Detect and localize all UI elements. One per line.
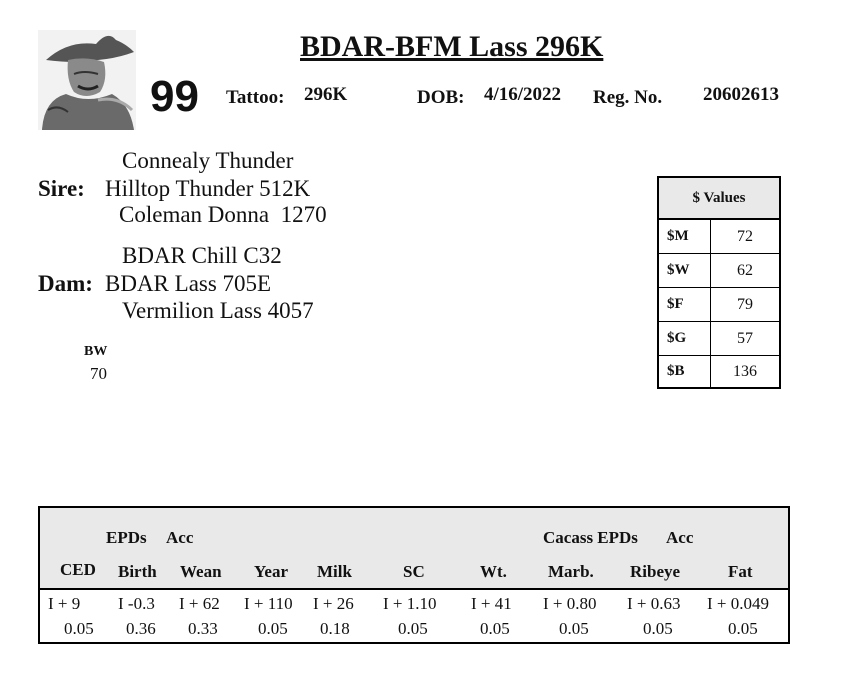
acc-value: 0.05 (258, 619, 288, 638)
col-header: Wean (180, 562, 222, 581)
acc-value: 0.05 (64, 619, 94, 638)
col-header: SC (403, 562, 425, 581)
col-header: CED (60, 560, 96, 579)
dollar-key: $G (659, 322, 711, 355)
epd-acc-label: Acc (166, 528, 194, 547)
epd-value: I + 26 (313, 594, 354, 613)
sire-label: Sire: (38, 176, 85, 201)
animal-name: BDAR-BFM Lass 296K (300, 30, 604, 63)
dam-name: BDAR Lass 705E (105, 271, 272, 296)
table-row (659, 322, 779, 356)
dollar-key: $M (659, 220, 711, 253)
sire-name: Hilltop Thunder 512K (105, 176, 311, 201)
table-row (659, 356, 779, 387)
dollar-key: $F (659, 288, 711, 321)
reg-label: Reg. No. (593, 87, 663, 108)
dam-dam: Vermilion Lass 4057 (122, 298, 314, 323)
acc-value: 0.05 (398, 619, 428, 638)
table-row (659, 254, 779, 288)
dollar-value: 72 (737, 227, 753, 245)
acc-value: 0.05 (728, 619, 758, 638)
col-header: Birth (118, 562, 157, 581)
col-header: Year (254, 562, 288, 581)
sire-dam: Coleman Donna 1270 (119, 202, 327, 227)
epd-value: I + 0.049 (707, 594, 769, 613)
acc-value: 0.05 (480, 619, 510, 638)
bw-value: 70 (90, 364, 107, 383)
epd-group-label: EPDs (106, 528, 147, 547)
dollar-key: $B (659, 356, 711, 387)
tattoo-label: Tattoo: (226, 87, 285, 108)
dollar-value: 57 (737, 329, 753, 347)
acc-value: 0.36 (126, 619, 156, 638)
col-header: Wt. (480, 562, 507, 581)
dam-sire: BDAR Chill C32 (122, 243, 282, 268)
dollar-values-table (657, 176, 781, 389)
cowboy-logo-image (38, 30, 136, 130)
acc-value: 0.33 (188, 619, 218, 638)
epd-table (38, 506, 790, 644)
dollar-value: 79 (737, 295, 753, 313)
acc-value: 0.05 (559, 619, 589, 638)
dob-label: DOB: (417, 87, 465, 108)
acc-value: 0.05 (643, 619, 673, 638)
epd-value: I -0.3 (118, 594, 155, 613)
epd-value: I + 62 (179, 594, 220, 613)
table-row (659, 288, 779, 322)
col-header: Marb. (548, 562, 594, 581)
dollar-values-title: $ Values (659, 178, 779, 220)
dollar-value: 136 (733, 362, 757, 380)
dam-label: Dam: (38, 271, 93, 296)
dollar-value: 62 (737, 261, 753, 279)
epd-value: I + 0.63 (627, 594, 681, 613)
col-header: Fat (728, 562, 753, 581)
epd-value: I + 0.80 (543, 594, 597, 613)
dob-value: 4/16/2022 (484, 84, 562, 105)
col-header: Milk (317, 562, 352, 581)
carcass-group-label: Cacass EPDs (543, 528, 638, 547)
carcass-acc-label: Acc (666, 528, 694, 547)
col-header: Ribeye (630, 562, 681, 581)
sire-sire: Connealy Thunder (122, 148, 294, 173)
epd-value: I + 9 (48, 594, 81, 613)
epd-value: I + 41 (471, 594, 512, 613)
acc-value: 0.18 (320, 619, 350, 638)
dollar-key: $W (659, 254, 711, 287)
bw-label: BW (84, 344, 108, 359)
epd-value: I + 1.10 (383, 594, 437, 613)
epd-value: I + 110 (244, 594, 293, 613)
reg-value: 20602613 (703, 84, 779, 105)
table-row (659, 220, 779, 254)
lot-number: 99 (150, 72, 199, 121)
tattoo-value: 296K (304, 84, 348, 105)
